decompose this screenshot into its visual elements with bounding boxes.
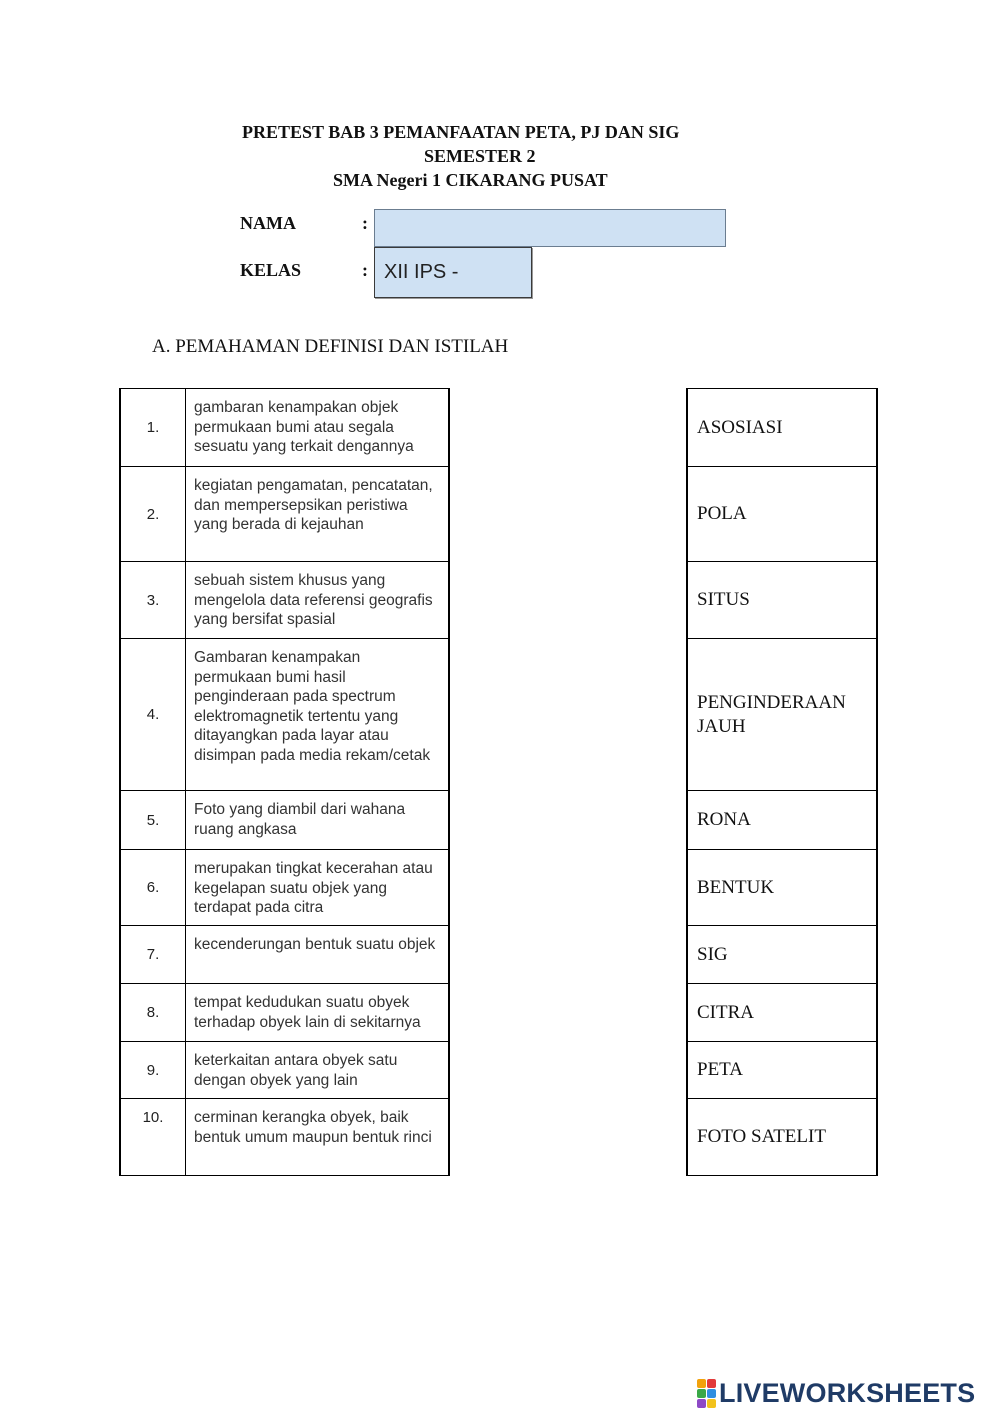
definition-text: Gambaran kenampakan permukaan bumi hasil penginderaan pada spectrum elektromagnetik tertentu yang ditayangkan pada layar atau disimpan pada media rekam/cetak xyxy=(194,649,431,764)
term-drop-target[interactable]: POLA xyxy=(688,467,876,562)
logo-square xyxy=(697,1389,706,1398)
definition-row xyxy=(121,389,448,467)
logo-square xyxy=(697,1399,706,1408)
logo-square xyxy=(707,1379,716,1388)
definition-text: keterkaitan antara obyek satu dengan obyek yang lain xyxy=(194,1052,398,1089)
logo-square xyxy=(697,1379,706,1388)
kelas-label: KELAS xyxy=(240,260,302,280)
kelas-colon: : xyxy=(362,260,368,280)
definition-row xyxy=(121,791,448,850)
definition-number: 10. xyxy=(121,1099,186,1175)
section-title: A. PEMAHAMAN DEFINISI DAN ISTILAH xyxy=(152,336,509,357)
logo-square xyxy=(707,1389,716,1398)
term-drop-target[interactable]: CITRA xyxy=(688,984,876,1042)
definition-number: 5. xyxy=(121,791,186,849)
terms-table xyxy=(686,388,878,1176)
definition-text: cerminan kerangka obyek, baik bentuk umum maupun bentuk rinci xyxy=(194,1109,432,1146)
term-drop-target[interactable]: PETA xyxy=(688,1042,876,1099)
definition-text: kecenderungan bentuk suatu objek xyxy=(194,936,436,953)
definition-text: sebuah sistem khusus yang mengelola data referensi geografis yang bersifat spasial xyxy=(194,572,433,628)
definition-text: gambaran kenampakan objek permukaan bumi atau segala sesuatu yang terkait dengannya xyxy=(194,399,414,455)
definition-row xyxy=(121,850,448,926)
definition-row xyxy=(121,984,448,1042)
definition-number: 6. xyxy=(121,850,186,925)
definition-row xyxy=(121,926,448,984)
definition-row xyxy=(121,1099,448,1176)
logo-square xyxy=(707,1399,716,1408)
definition-number: 4. xyxy=(121,639,186,790)
definition-number: 1. xyxy=(121,389,186,466)
definitions-table xyxy=(119,388,450,1176)
liveworksheets-logo-icon xyxy=(697,1379,716,1408)
definition-row xyxy=(121,639,448,791)
definition-number: 7. xyxy=(121,926,186,983)
term-drop-target[interactable]: SITUS xyxy=(688,562,876,639)
kelas-input[interactable] xyxy=(374,247,532,298)
definition-number: 2. xyxy=(121,467,186,561)
school-name: SMA Negeri 1 CIKARANG PUSAT xyxy=(333,170,608,190)
title-line-1: PRETEST BAB 3 PEMANFAATAN PETA, PJ DAN SIG xyxy=(242,122,680,142)
definition-number: 9. xyxy=(121,1042,186,1098)
term-drop-target[interactable]: SIG xyxy=(688,926,876,984)
kelas-input-value: XII IPS - xyxy=(384,261,459,283)
definition-text: merupakan tingkat kecerahan atau kegelapan suatu objek yang terdapat pada citra xyxy=(194,860,433,916)
definition-row xyxy=(121,1042,448,1099)
term-drop-target[interactable]: ASOSIASI xyxy=(688,389,876,467)
term-drop-target[interactable]: BENTUK xyxy=(688,850,876,926)
term-drop-target[interactable]: RONA xyxy=(688,791,876,850)
term-drop-target[interactable]: FOTO SATELIT xyxy=(688,1099,876,1176)
liveworksheets-logo[interactable] xyxy=(697,1377,975,1409)
definition-text: Foto yang diambil dari wahana ruang angkasa xyxy=(194,801,406,838)
nama-input[interactable] xyxy=(374,209,726,247)
title-line-2: SEMESTER 2 xyxy=(424,146,536,166)
term-drop-target[interactable]: PENGINDERAAN JAUH xyxy=(688,639,876,791)
definition-number: 8. xyxy=(121,984,186,1041)
nama-colon: : xyxy=(362,213,368,233)
definition-text: kegiatan pengamatan, pencatatan, dan mempersepsikan peristiwa yang berada di kejauhan xyxy=(194,477,433,533)
definition-text: tempat kedudukan suatu obyek terhadap obyek lain di sekitarnya xyxy=(194,994,421,1031)
logo-text: LIVEWORKSHEETS xyxy=(719,1377,976,1408)
definition-row xyxy=(121,467,448,562)
definition-number: 3. xyxy=(121,562,186,638)
nama-label: NAMA xyxy=(240,213,296,233)
definition-row xyxy=(121,562,448,639)
